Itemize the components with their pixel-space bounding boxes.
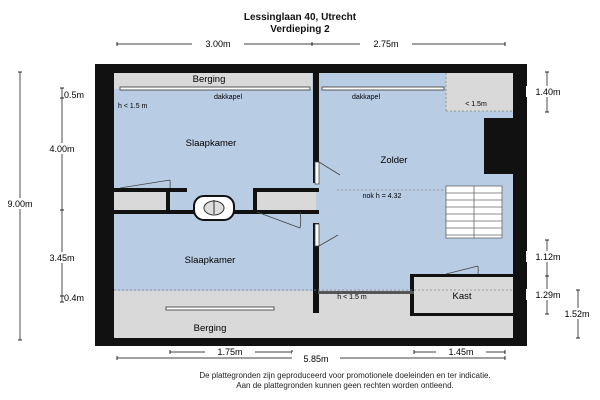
- room-slaapkamer-2: Slaapkamer: [184, 255, 236, 266]
- dim-left-total: 9.00m: [7, 199, 33, 209]
- dim-left-b: 4.00m: [49, 144, 75, 154]
- footer-disclaimer-line1: De plattegronden zijn geproduceerd voor promotionele doeleinden en ter indicatie.: [199, 371, 491, 380]
- room-kast: Kast: [452, 291, 472, 302]
- label-height-left: h < 1.5 m: [118, 103, 148, 110]
- dim-left-c: 3.45m: [49, 253, 75, 263]
- label-ridge-height: nok h = 4.32: [362, 193, 402, 200]
- label-dakkapel-right: dakkapel: [351, 94, 381, 101]
- dim-bottom-right: 1.45m: [448, 347, 474, 357]
- washbasin-icon: [194, 196, 234, 220]
- dim-top-left: 3.00m: [205, 39, 231, 49]
- staircase: [446, 186, 502, 238]
- dim-left-d: 0.4m: [64, 293, 85, 303]
- dim-bottom-left: 1.75m: [217, 347, 243, 357]
- dim-right-a: 1.40m: [535, 87, 561, 97]
- floorplan-address: Lessinglaan 40, Utrecht: [243, 12, 357, 23]
- dim-top-right: 2.75m: [373, 39, 399, 49]
- dim-right-c: 1.29m: [535, 290, 561, 300]
- floorplan-floor-level: Verdieping 2: [270, 24, 330, 35]
- label-dakkapel-left: dakkapel: [213, 94, 243, 101]
- room-berging-top: Berging: [192, 74, 226, 85]
- dim-right-d: 1.52m: [564, 309, 590, 319]
- label-height-right-top: < 1.5m: [465, 101, 487, 108]
- label-height-bottom: h < 1.5 m: [337, 294, 367, 301]
- room-berging-bottom: Berging: [193, 323, 227, 334]
- room-zolder: Zolder: [380, 155, 408, 166]
- dim-right-b: 1.12m: [535, 252, 561, 262]
- dim-bottom-total: 5.85m: [303, 354, 329, 364]
- footer-disclaimer-line2: Aan de plattegronden kunnen geen rechten worden ontleend.: [236, 381, 454, 390]
- room-slaapkamer-1: Slaapkamer: [185, 138, 237, 149]
- dim-left-a: 0.5m: [64, 90, 85, 100]
